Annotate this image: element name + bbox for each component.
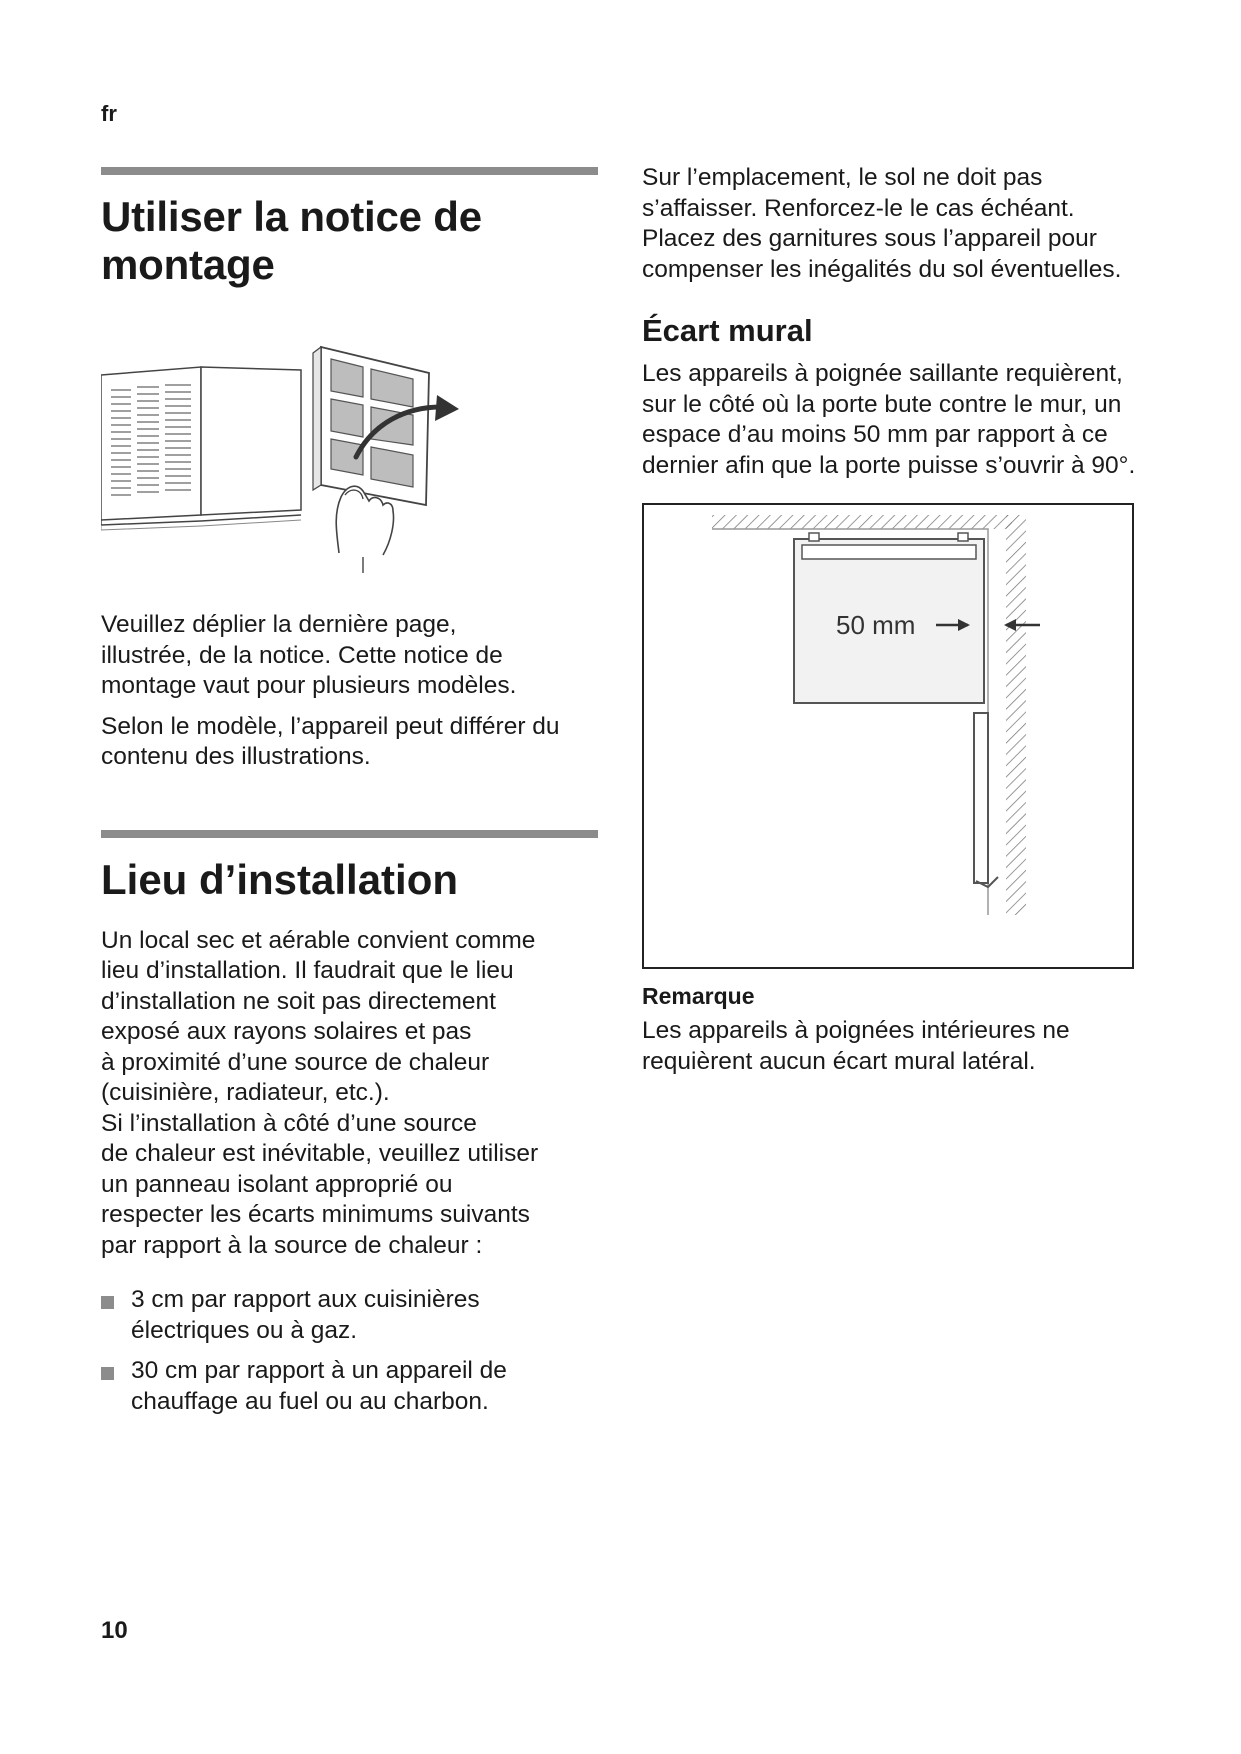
dimension-label: 50 mm	[836, 610, 916, 640]
list-item-text: 30 cm par rapport à un appareil de chauffage au fuel ou au charbon.	[131, 1357, 507, 1415]
text-line: de chaleur est inévitable, veuillez utiliser	[101, 1140, 539, 1167]
page-number: 10	[101, 1617, 128, 1644]
wall-distance-diagram	[642, 503, 1134, 969]
text-line: un panneau isolant approprié ou	[101, 1170, 453, 1198]
paragraph-floor: Sur l’emplacement, le sol ne doit pas s’affaisser. Renforcez-le le cas échéant. Placez des garnitures sous l’appareil pour compenser les inégalités du sol éventuelles.	[642, 164, 1122, 283]
section-rule	[101, 830, 598, 838]
note-text: Les appareils à poignées intérieures ne requièrent aucun écart mural latéral.	[642, 1017, 1070, 1075]
left-column	[101, 167, 598, 1427]
installation-paragraph	[101, 926, 598, 1262]
right-column	[642, 163, 1142, 1077]
note-heading: Remarque	[642, 983, 755, 1009]
list-item-text: 3 cm par rapport aux cuisinières électriques ou à gaz.	[131, 1286, 480, 1344]
list-item	[101, 1285, 551, 1346]
section-rule	[101, 167, 598, 175]
text-line: lieu d’installation. Il faudrait que le lieu	[101, 957, 514, 984]
language-code: fr	[101, 101, 117, 126]
text-line: respecter les écarts minimums suivants	[101, 1201, 530, 1228]
open-manual-illustration	[101, 345, 481, 575]
text-line: (cuisinière, radiateur, etc.).	[101, 1079, 390, 1106]
text-line: Si l’installation à côté d’une source	[101, 1109, 477, 1137]
text-line: exposé aux rayons solaires et pas	[101, 1018, 472, 1045]
bullet-square-icon	[101, 1367, 114, 1380]
distance-list	[101, 1285, 598, 1417]
paragraph-wall-distance: Les appareils à poignée saillante requièrent, sur le côté où la porte bute contre le mur, un espace d’au moins 50 mm par rapport à ce dernier afin que la porte puisse s’ouvrir à 90°.	[642, 360, 1136, 479]
text-line: d’installation ne soit pas directement	[101, 987, 496, 1015]
heading-wall-distance: Écart mural	[642, 313, 813, 348]
paragraph-unfold: Veuillez déplier la dernière page, illustrée, de la notice. Cette notice de montage vaut pour plusieurs modèles.	[101, 611, 517, 699]
text-line: à proximité d’une source de chaleur	[101, 1048, 490, 1076]
list-item	[101, 1356, 601, 1417]
paragraph-model-difference: Selon le modèle, l’appareil peut différer du contenu des illustrations.	[101, 712, 560, 770]
text-line: par rapport à la source de chaleur :	[101, 1231, 483, 1259]
title-line-2: montage	[101, 241, 275, 288]
title-line-1: Utiliser la notice de	[101, 193, 482, 240]
bullet-square-icon	[101, 1296, 114, 1309]
wall-distance-drawing	[644, 505, 1132, 967]
text-line: Un local sec et aérable convient comme	[101, 926, 536, 954]
section-title-assembly-instructions	[101, 193, 598, 289]
section-title-installation-site: Lieu d’installation	[101, 855, 459, 903]
